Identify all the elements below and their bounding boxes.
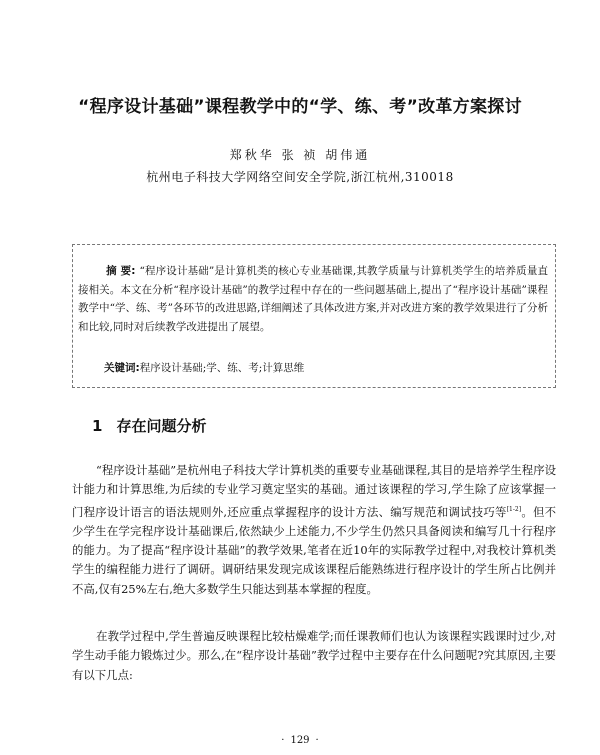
bullet-icon: · [281,735,285,746]
affiliation: 杭州电子科技大学网络空间安全学院,浙江杭州,310018 [146,170,454,184]
authors: 郑秋华 张 祯 胡伟通 [229,148,371,162]
page-number: 129 [290,735,310,746]
paragraph-1-text-b: 。但不少学生在学完程序设计基础课后,依然缺少上述能力,不少学生仍然只具备阅读和编写几十行程序的能力。为了提高“程序设计基础”的教学效果,笔者在近10年的实际教学过程中,对我校计算机类学生的编程能力进行了调研。调研结果发现完成该课程后能熟练进行程序设计的学生所占比例并不高,仅有25%左右,绝大多数学生只能达到基本掌握的程度。 [72,504,556,596]
paper-title: “程序设计基础”课程教学中的“学、练、考”改革方案探讨 [78,97,522,117]
keywords-value: 程序设计基础;学、练、考;计算思维 [139,362,305,374]
paragraph-2 [72,627,556,685]
keywords-line [104,360,304,375]
section-number: 1 [92,417,103,435]
abstract [78,262,548,336]
keywords-label: 关键词: [104,362,140,374]
section-title: 存在问题分析 [116,417,207,435]
paragraph-2-text: 在教学过程中,学生普遍反映课程比较枯燥难学;而任课教师们也认为该课程实践课时过少,对学生动手能力锻炼过少。那么,在“程序设计基础”教学过程中主要存在什么问题呢?究其原因,主要有以下几点: [72,629,556,682]
page-footer [0,735,600,746]
paragraph-1-text-a: “程序设计基础”是杭州电子科技大学计算机类的重要专业基础课程,其目的是培养学生程序设计能力和计算思维,为后续的专业学习奠定坚实的基础。通过该课程的学习,学生除了应该掌握一门程序设计语言的语法规则外,还应重点掌握程序的设计方法、编写规范和调试技巧等 [72,463,556,519]
section-heading [92,415,206,436]
abstract-label: 摘 要: [106,265,136,277]
abstract-body: “程序设计基础”是计算机类的核心专业基础课,其教学质量与计算机类学生的培养质量直接相关。本文在分析“程序设计基础”的教学过程中存在的一些问题基础上,提出了“程序设计基础”课程教学中“学、练、考”各环节的改进思路,详细阐述了具体改进方案,并对改进方案的教学效果进行了分析和比较,同时对后续教学改进提出了展望。 [78,265,548,333]
bullet-icon: · [315,735,319,746]
citation-ref: [1-2] [506,505,522,513]
paragraph-1 [72,461,556,599]
